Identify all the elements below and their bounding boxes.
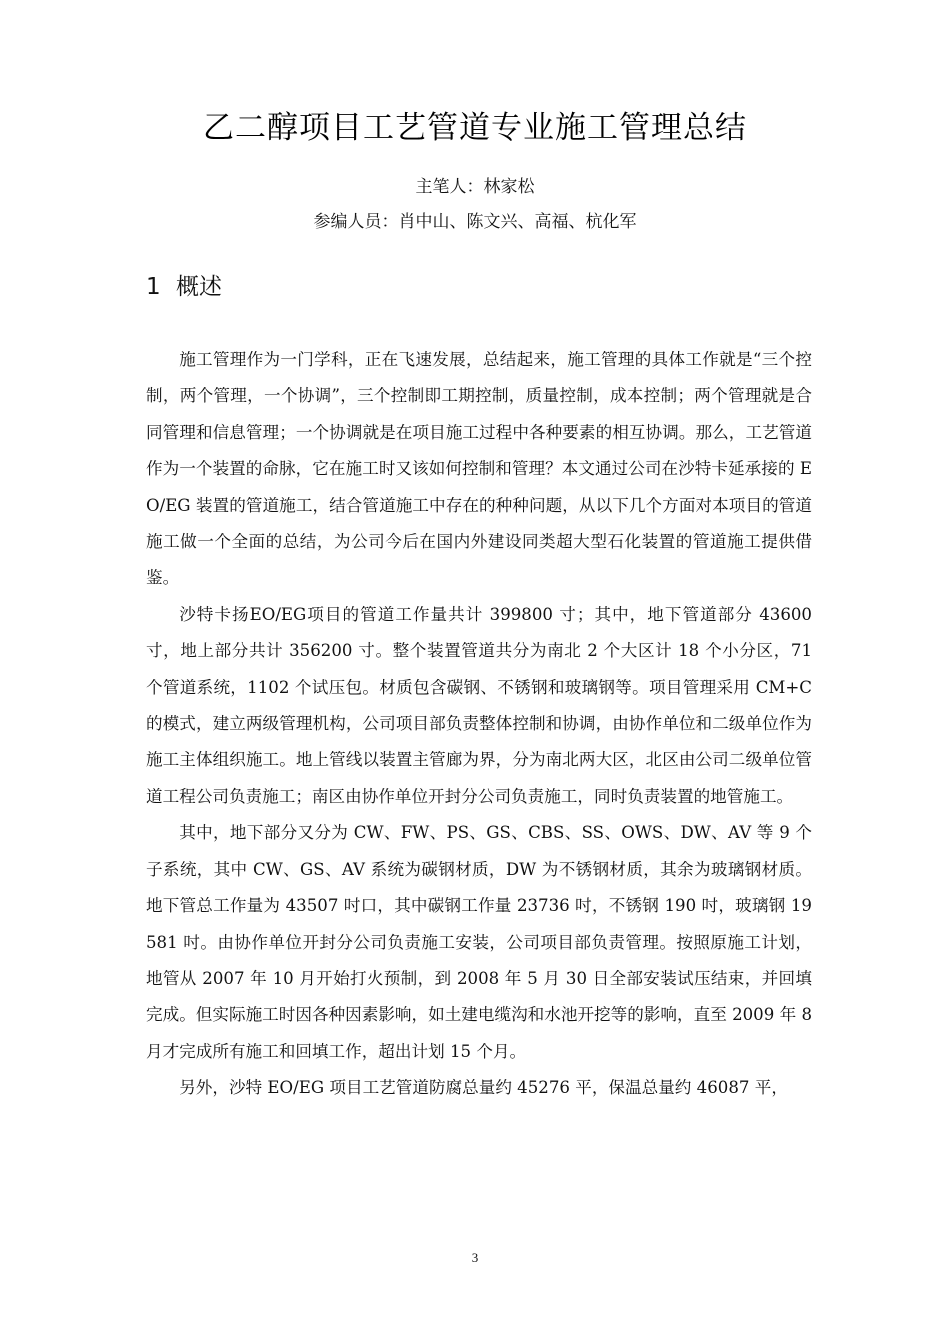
document-title: 乙二醇项目工艺管道专业施工管理总结	[203, 110, 747, 146]
paragraph-anticorrosion: 另外，沙特 EO/EG 项目工艺管道防腐总量约 45276 平，保温总量约 46087 平，	[179, 1078, 788, 1098]
paragraph-workload: 沙特卡扬EO/EG项目的管道工作量共计 399800 寸；其中，地下管道部分 43600 寸，地上部分共计 356200 寸。整个装置管道共分为南北 2 个大区计 18 个小分区，71 个管道系统，1102 个试压包。材质包含碳钢、不锈钢和玻璃钢等。项目管理采用 CM+C 的模式，建立两级管理机构，公司项目部负责整体控制和协调，由协作单位和二级单位作为施工主体组织施工。地上管线以装置主管廊为界，分为南北两大区，北区由公司二级单位管道工程公司负责施工；南区由协作单位开封分公司负责施工，同时负责装置的地管施工。	[146, 604, 812, 806]
author-line: 主笔人：林家松	[415, 177, 535, 197]
paragraph-underground: 其中，地下部分又分为 CW、FW、PS、GS、CBS、SS、OWS、DW、AV 等 9 个子系统，其中 CW、GS、AV 系统为碳钢材质，DW 为不锈钢材质，其余为玻璃钢材质。地下管总工作量为 43507 吋口，其中碳钢工作量 23736 吋，不锈钢 190 吋，玻璃钢 19581 吋。由协作单位开封分公司负责施工安装，公司项目部负责管理。按照原施工计划，地管从 2007 年 10 月开始打火预制，到 2008 年 5 月 30 日全部安装试压结束，并回填完成。但实际施工时因各种因素影响，如土建电缆沟和水池开挖等的影响，直至 2009 年 8 月才完成所有施工和回填工作，超出计划 15 个月。	[146, 823, 812, 1061]
body-text	[146, 342, 812, 1107]
paragraph-intro: 施工管理作为一门学科，正在飞速发展，总结起来，施工管理的具体工作就是“三个控制，两个管理，一个协调”，三个控制即工期控制，质量控制，成本控制；两个管理就是合同管理和信息管理；一个协调就是在项目施工过程中各种要素的相互协调。那么，工艺管道作为一个装置的命脉，它在施工时又该如何控制和管理？本文通过公司在沙特卡延承接的 EO/EG 装置的管道施工，结合管道施工中存在的种种问题，从以下几个方面对本项目的管道施工做一个全面的总结，为公司今后在国内外建设同类超大型石化装置的管道施工提供借鉴。	[146, 350, 812, 588]
page-number: 3	[471, 1250, 479, 1265]
section-heading	[146, 268, 222, 301]
contributors-line: 参编人员：肖中山、陈文兴、高福、杭化军	[313, 212, 637, 232]
section-title: 概述	[175, 274, 222, 300]
section-number: 1	[146, 274, 161, 300]
